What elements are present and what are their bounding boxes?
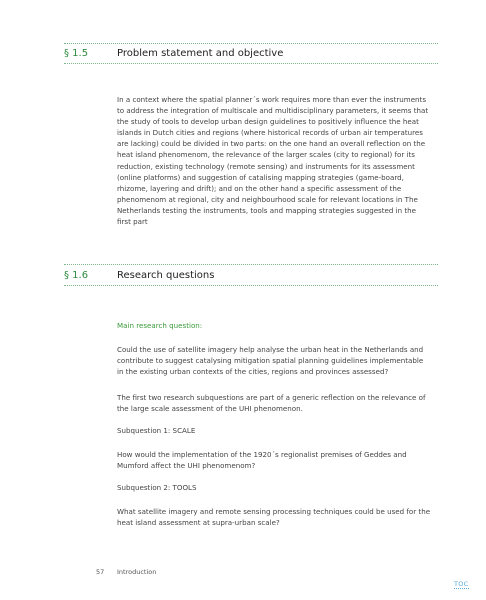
main-question-line: in the existing urban contexts of the cities, regions and provinces assessed? [117,367,389,377]
intro-line: the large scale assessment of the UHI phenomenon. [117,404,303,414]
paragraph-line: islands in Dutch cities and regions (where historical records of urban air temperatures [117,128,423,138]
paragraph-line: first part [117,217,148,227]
section-1-6-top-rule [64,264,438,265]
section-1-5-number: § 1.5 [64,48,89,59]
section-1-6-bottom-rule [64,285,438,286]
intro-line: The first two research subquestions are part of a generic reflection on the relevance of [117,393,426,402]
paragraph-line: In a context where the spatial planner´s work requires more than ever the instruments [117,95,427,104]
section-1-5-bottom-rule [64,63,438,64]
subquestion-2-label: Subquestion 2: TOOLS [117,483,197,492]
page-number: 57 [96,568,105,576]
paragraph-line: Netherlands testing the instruments, tools and mapping strategies suggested in the [117,205,417,215]
subquestion-2 [117,506,439,528]
paragraph-line: reduction, existing technology (remote sensing) and instruments for its assessment [117,161,415,171]
main-question-line: contribute to suggest catalysing mitigation spatial planning guidelines implementable [117,356,424,366]
main-question [117,344,439,377]
subquestion-2-line: What satellite imagery and remote sensing processing techniques could be used for the [117,507,431,516]
main-question-line: Could the use of satellite imagery help analyse the urban heat in the Netherlands and [117,345,424,354]
paragraph-line: to address the integration of multiscale and multidisciplinary parameters, it seems that [117,106,429,116]
subquestion-1-label: Subquestion 1: SCALE [117,426,196,435]
section-1-6-title: Research questions [117,270,215,281]
paragraph-line: phenomenom at regional, city and neighbourhood scale for relevant locations in The [117,194,418,204]
chapter-name: Introduction [117,568,157,576]
paragraph-line: heat island phenomenom, the relevance of the larger scales (city to regional) for its [117,150,415,160]
paragraph-line: the study of tools to develop urban design guidelines to positively influence the heat [117,117,419,127]
main-question-label: Main research question: [117,321,203,330]
paragraph-line: are lacking) could be divided in two parts: on the one hand an overall reflection on the [117,139,426,149]
section-1-5-title: Problem statement and objective [117,48,284,59]
toc-link[interactable]: TOC [454,580,469,588]
paragraph-line: rhizome, layering and drift); and on the other hand a specific assessment of the [117,183,402,193]
subquestion-2-line: heat island assessment at supra-urban scale? [117,518,280,528]
section-1-5-paragraph [117,94,439,227]
section-1-6-number: § 1.6 [64,270,89,281]
subquestions-intro [117,392,439,414]
section-1-5-top-rule [64,43,438,44]
subquestion-1-line: Mumford affect the UHI phenomenom? [117,461,256,471]
subquestion-1-line: How would the implementation of the 1920´s regionalist premises of Geddes and [117,450,407,459]
subquestion-1 [117,449,439,471]
paragraph-line: (online platforms) and suggestion of catalising mapping strategies (game-board, [117,172,404,182]
